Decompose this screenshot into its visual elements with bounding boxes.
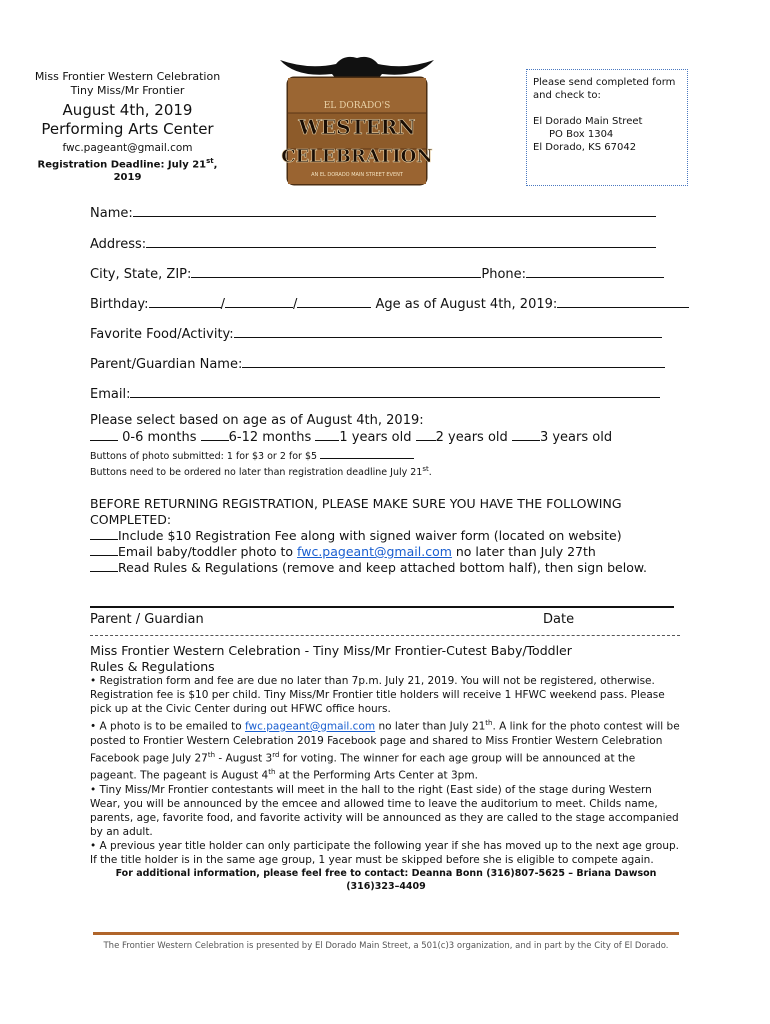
event-subtitle: Tiny Miss/Mr Frontier	[70, 84, 185, 97]
mail-address-line1: El Dorado Main Street	[533, 116, 643, 127]
email-line[interactable]	[130, 386, 660, 398]
age-label: Age as of August 4th, 2019:	[375, 297, 558, 312]
birth-year-line[interactable]	[297, 296, 371, 308]
registration-deadline-year: 2019	[113, 172, 142, 184]
svg-text:CELEBRATION: CELEBRATION	[281, 146, 433, 167]
footer-divider	[93, 932, 679, 935]
checklist-heading: BEFORE RETURNING REGISTRATION, PLEASE MAKE SURE YOU HAVE THE FOLLOWING COMPLETED:	[90, 496, 622, 527]
city-line[interactable]	[191, 266, 481, 278]
signature-line[interactable]	[90, 606, 674, 608]
age-option-box[interactable]	[90, 429, 118, 441]
birth-day-line[interactable]	[225, 296, 293, 308]
footer-text: The Frontier Western Celebration is presented by El Dorado Main Street, a 501(c)3 organization, and in part by the City of El Dorado.	[103, 941, 669, 951]
food-line[interactable]	[234, 326, 662, 338]
event-title: Miss Frontier Western Celebration	[34, 70, 221, 83]
age-line[interactable]	[557, 296, 689, 308]
cut-line	[90, 635, 680, 636]
signature-guardian-label: Parent / Guardian	[90, 612, 204, 627]
slash: /	[220, 297, 225, 312]
address-line[interactable]	[146, 236, 656, 248]
address-field[interactable]: Address:	[90, 236, 656, 253]
event-date: August 4th, 2019	[62, 101, 193, 119]
guardian-line[interactable]	[242, 356, 665, 368]
rule-title-holder: • A previous year title holder can only participate the following year if she has moved up to the next age group. If the title holder is in the same age group, 1 year must be skipped before she is eligible to compete again.	[90, 839, 679, 866]
phone-label: Phone:	[481, 267, 527, 282]
age-option-box[interactable]	[201, 429, 229, 441]
checklist-item-fee: Include $10 Registration Fee along with signed waiver form (located on website)	[90, 528, 622, 544]
rule-registration: • Registration form and fee are due no later than 7p.m. July 21, 2019. You will not be registered, otherwise. Registration fee is $10 per child. Tiny Miss/Mr Frontier title holders will receive 1 HFWC weekend pass. Please pick up at the Civic Center during out HFWC office hours.	[90, 675, 665, 715]
signature-date-label: Date	[543, 612, 575, 627]
buttons-line[interactable]	[320, 450, 414, 459]
event-venue: Performing Arts Center	[41, 120, 214, 138]
contact-email: fwc.pageant@gmail.com	[62, 142, 193, 154]
mail-intro-2: and check to:	[533, 90, 601, 101]
registration-deadline: Registration Deadline: July 21st,	[37, 157, 218, 171]
rules-title: Miss Frontier Western Celebration - Tiny Miss/Mr Frontier-Cutest Baby/Toddler Rules & Regulations	[90, 643, 572, 674]
age-option-1: 1 years old	[339, 430, 412, 445]
age-options	[90, 429, 612, 446]
western-celebration-logo	[278, 50, 436, 188]
mailing-address-box	[526, 69, 688, 186]
age-select-prompt: Please select based on age as of August 4th, 2019:	[90, 413, 424, 428]
age-option-3: 3 years old	[539, 430, 613, 445]
age-option-box[interactable]	[416, 429, 436, 441]
birthday-field[interactable]: Birthday: / / Age as of August 4th, 2019:	[90, 296, 689, 313]
rule-contestants: • Tiny Miss/Mr Frontier contestants will meet in the hall to the right (East side) of the stage during Western Wear, you will be announced by the emcee and allowed time to leave the auditorium to meet. Childs name, parents, age, favorite food, and favorite activity will be announced as they are called to the stage accompanied by an adult.	[90, 783, 679, 838]
age-option-2: 2 years old	[435, 430, 508, 445]
buttons-deadline: Buttons need to be ordered no later than registration deadline July 21st.	[90, 465, 432, 479]
guardian-name-field[interactable]: Parent/Guardian Name:	[90, 356, 665, 373]
svg-text:EL DORADO'S: EL DORADO'S	[323, 101, 391, 111]
event-header	[20, 70, 235, 184]
contact-info: For additional information, please feel free to contact: Deanna Bonn (316)807-5625 – Briana Dawson (316)323–4409	[115, 867, 657, 892]
check-line[interactable]	[90, 530, 118, 540]
rules-body	[90, 674, 682, 893]
name-field[interactable]: Name:	[90, 205, 656, 222]
check-line[interactable]	[90, 562, 118, 572]
rules-email-link[interactable]: fwc.pageant@gmail.com	[245, 720, 376, 733]
rule-photo: • A photo is to be emailed to fwc.pageant@gmail.com no later than July 21th. A link for the photo contest will be posted to Frontier Western Celebration 2019 Facebook page and shared to Miss Frontier Western Celebration Facebook page July 27th - August 3rd for voting. The winner for each age group will be announced at the pageant. The pageant is August 4th at the Performing Arts Center at 3pm.	[90, 719, 680, 782]
checklist-item-rules: Read Rules & Regulations (remove and keep attached bottom half), then sign below.	[90, 560, 647, 576]
name-line[interactable]	[133, 205, 656, 217]
checklist-item-photo: Email baby/toddler photo to fwc.pageant@gmail.com no later than July 27th	[90, 544, 596, 560]
age-option-6-12: 6-12 months	[228, 430, 312, 445]
birth-month-line[interactable]	[149, 296, 221, 308]
check-line[interactable]	[90, 546, 118, 556]
svg-text:WESTERN: WESTERN	[298, 115, 416, 139]
city-state-zip-field[interactable]: City, State, ZIP: Phone:	[90, 266, 664, 283]
mail-intro: Please send completed form	[533, 77, 676, 88]
age-option-box[interactable]	[315, 429, 339, 441]
slash: /	[292, 297, 298, 312]
favorite-food-field[interactable]: Favorite Food/Activity:	[90, 326, 662, 343]
mail-address-line2: PO Box 1304	[549, 129, 614, 140]
phone-line[interactable]	[526, 266, 664, 278]
mail-address-line3: El Dorado, KS 67042	[533, 142, 637, 153]
email-field[interactable]: Email:	[90, 386, 660, 403]
email-link[interactable]: fwc.pageant@gmail.com	[297, 544, 452, 559]
age-option-box[interactable]	[512, 429, 540, 441]
buttons-pricing: Buttons of photo submitted: 1 for $3 or 2 for $5	[90, 450, 414, 463]
age-option-0-6: 0-6 months	[122, 430, 197, 445]
svg-text:AN EL DORADO MAIN STREET EVENT: AN EL DORADO MAIN STREET EVENT	[311, 172, 403, 178]
